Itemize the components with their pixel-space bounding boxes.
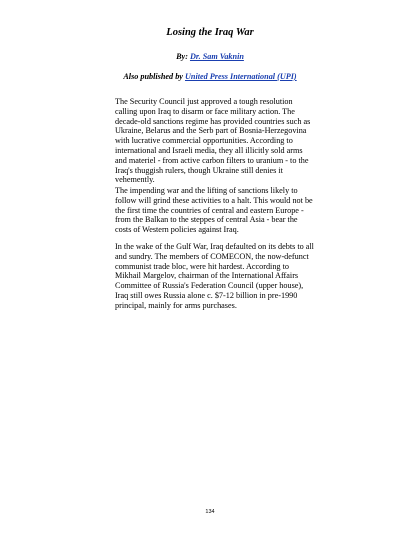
also-published-prefix: Also published by <box>123 72 185 81</box>
article-title: Losing the Iraq War <box>166 27 254 38</box>
byline <box>0 52 420 61</box>
page-number: 134 <box>205 509 215 515</box>
author-link[interactable]: Dr. Sam Vaknin <box>189 52 244 61</box>
publisher-link[interactable]: United Press International (UPI) <box>184 72 297 81</box>
paragraph-3: In the wake of the Gulf War, Iraq defaulted on its debts to all and sundry. The members of COMECON, the now-defunct communist trade bloc, were hit hardest. According to Mikhail Margelov, chairman of the International Affairs Committee of Russia's Federation Council (upper house), Iraq still owes Russia alone c. $7-12 billion in pre-1990 principal, mainly for arms purchases. <box>115 242 314 310</box>
also-published-line <box>0 72 420 81</box>
paragraph-2: The impending war and the lifting of sanctions likely to follow will grind these activities to a halt. This would not be the first time the countries of central and eastern Europe - from the Balkan to the steppes of central Asia - bear the costs of Western policies against Iraq. <box>115 186 313 235</box>
paragraph-1: The Security Council just approved a tough resolution calling upon Iraq to disarm or face military action. The decade-old sanctions regime has provided countries such as Ukraine, Belarus and the Serb part of Bosnia-Herzegovina with lucrative commercial opportunities. According to international and Israeli media, they all illicitly sold arms and materiel - from active carbon filters to uranium - to the Iraq's thuggish rulers, though Ukraine still denies it vehemently. <box>115 97 311 185</box>
byline-prefix: By: <box>176 52 190 61</box>
